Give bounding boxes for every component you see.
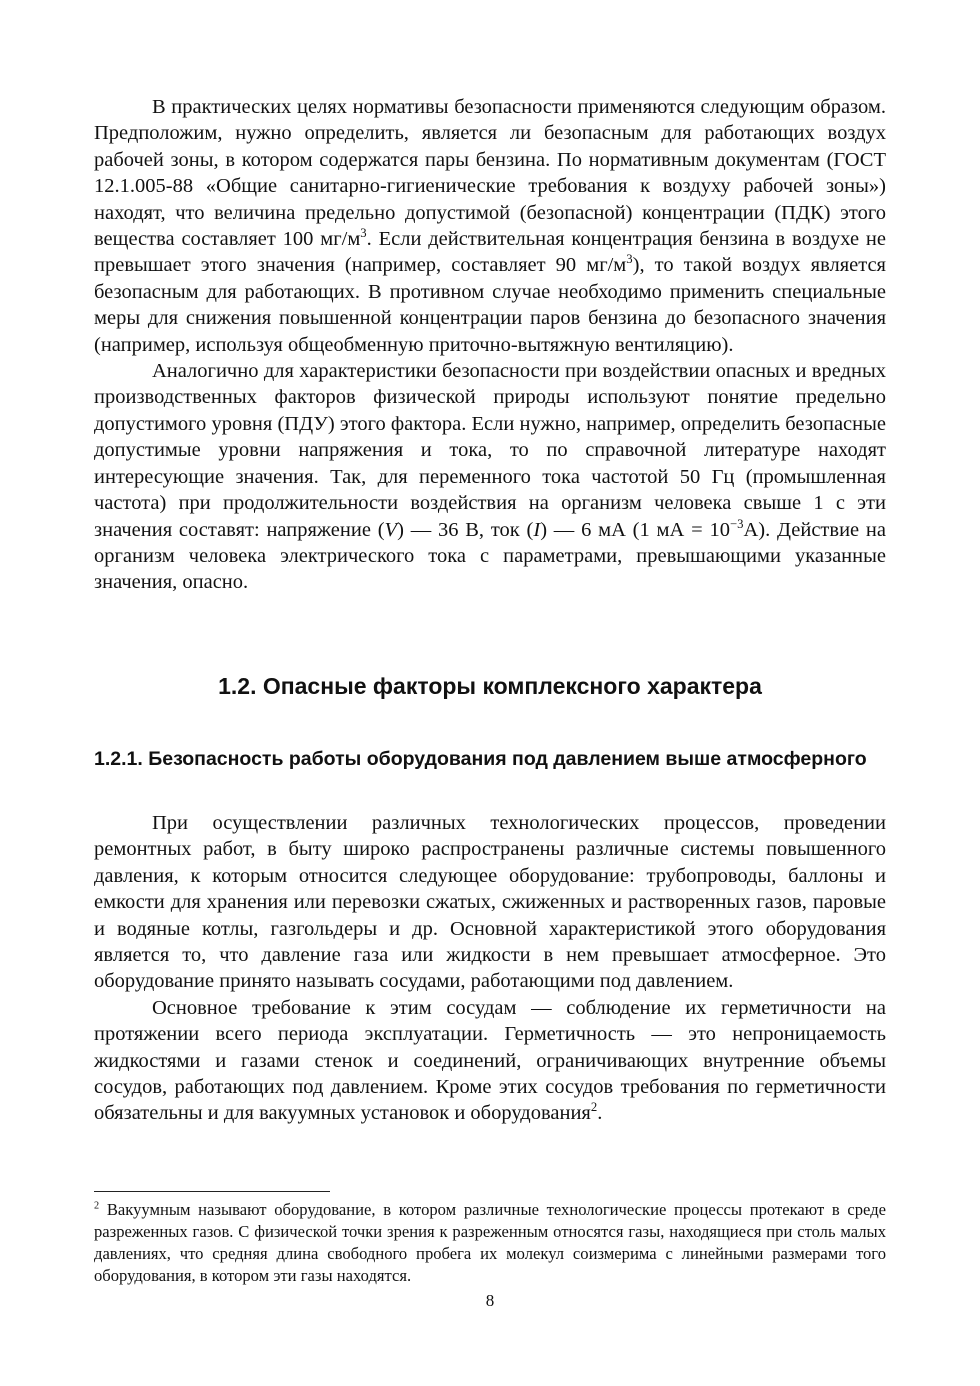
section-heading: 1.2. Опасные факторы комплексного характера — [218, 673, 762, 699]
footnote-separator — [94, 1191, 330, 1192]
text-run: А). Действие на организм человека электрического тока с параметрами, превышающими указанные значения, опасно. — [94, 518, 886, 594]
text-run: Аналогично для характеристики безопасности при воздействии опасных и вредных производственных факторов физической природы используют понятие предельно допустимого уровня (ПДУ) этого фактора. Если нужно, например, определить безопасные допустимые уровни напряжения и тока, то по справочной литературе находят интересующие значения. Так, для переменного тока частотой 50 Гц (промышленная частота) при продолжительности воздействия на организм человека свыше 1 с эти значения составят: напряжение ( — [94, 360, 886, 541]
text-run: В практических целях нормативы безопасности применяются следующим образом. Предположим, нужно определить, является ли безопасным для работающих воздух рабочей зоны, в котором содержатся пары бензина. По нормативным документам (ГОСТ 12.1.005-88 «Общие санитарно-гигиенические требования к воздуху рабочей зоны») находят, что величина предельно допустимой (безопасной) концентрации (ПДК) этого вещества составляет 100 мг/м — [94, 96, 886, 251]
text-run: ) — 36 В, ток ( — [397, 518, 534, 541]
text-run: ), то такой воздух является безопасным для работающих. В противном случае необходимо применить специальные меры для снижения повышенной концентрации паров бензина до безопасного значения (например, используя общеобменную приточно-вытяжную вентиляцию). — [94, 254, 886, 356]
text-run: Основное требование к этим сосудам — соблюдение их герметичности на протяжении всего периода эксплуатации. Герметичность — это непроницаемость жидкостями и газами стенок и соединений, ограничивающих внутренние объемы сосудов, работающих под давлением. Кроме этих сосудов требования по герметичности обязательны и для вакуумных установок и оборудования — [94, 996, 886, 1125]
subsection-heading: 1.2.1. Безопасность работы оборудования под давлением выше атмосферного — [94, 748, 867, 770]
paragraph — [94, 94, 886, 358]
body-text-top — [94, 94, 886, 596]
italic-symbol: V — [384, 518, 398, 541]
footnote — [94, 1199, 886, 1287]
paragraph — [94, 995, 886, 1127]
paragraph — [94, 810, 886, 995]
paragraph — [94, 358, 886, 596]
superscript: 3 — [626, 252, 633, 267]
text-run: . — [597, 1102, 603, 1125]
body-text-bottom — [94, 810, 886, 1127]
italic-symbol: I — [533, 518, 541, 541]
text-run: . Если действительная концентрация бензина в воздухе не превышает этого значения (например, составляет 90 мг/м — [94, 228, 886, 277]
superscript: 3 — [360, 226, 367, 241]
superscript: −3 — [729, 516, 744, 531]
text-run: ) — 6 мА (1 мА = 10 — [540, 518, 730, 541]
text-run: При осуществлении различных технологических процессов, проведении ремонтных работ, в быту широко распространены различные системы повышенного давления, к которым относится следующее оборудование: трубопроводы, баллоны и емкости для хранения или перевозки сжатых, сжиженных и растворенных газов, паровые и водяные котлы, газгольдеры и др. Основной характеристикой этого оборудования является то, что давление газа или жидкости в нем превышает атмосферное. Это оборудование принято называть сосудами, работающими под давлением. — [94, 812, 886, 993]
footnote-marker: 2 — [94, 1200, 100, 1212]
page-number: 8 — [485, 1291, 495, 1310]
footnote-text: Вакуумным называют оборудование, в котором различные технологические процессы протекают в среде разреженных газов. С физической точки зрения к разреженным относятся газы, находящиеся при столь малых давлениях, что средняя длина свободного пробега их молекул соизмерима с линейными размерами того оборудования, в котором эти газы находятся. — [94, 1200, 886, 1285]
superscript: 2 — [590, 1100, 598, 1115]
